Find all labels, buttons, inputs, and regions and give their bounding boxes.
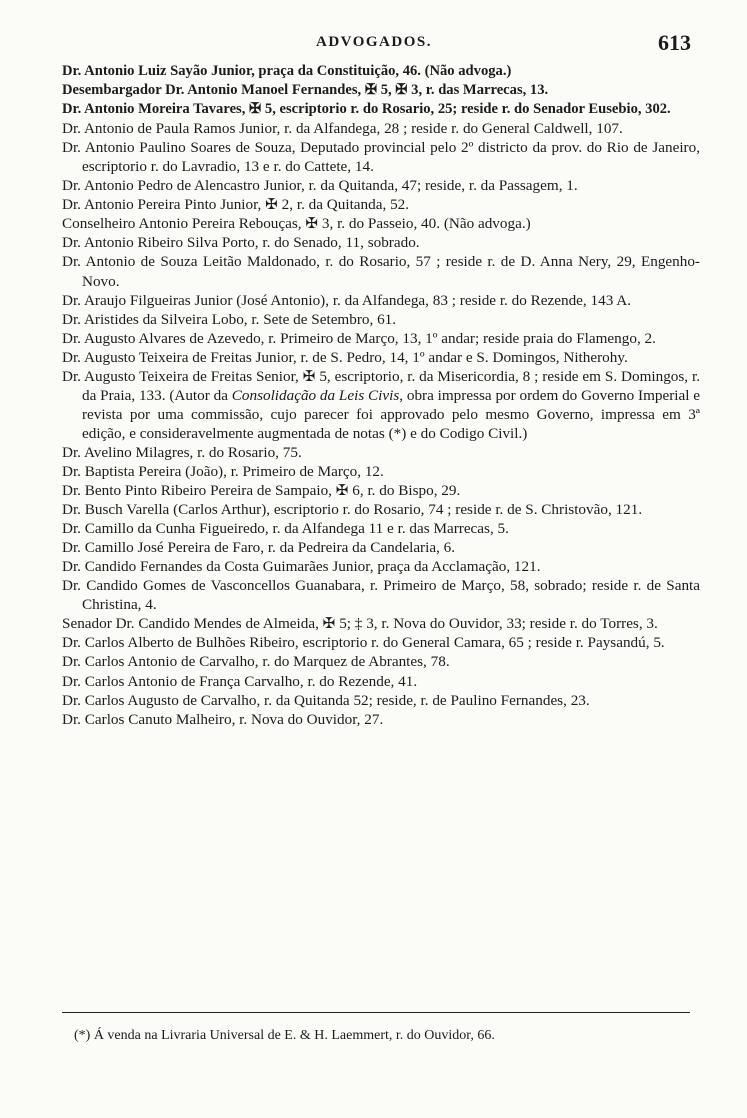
- list-item: Dr. Antonio Ribeiro Silva Porto, r. do Senado, 11, sobrado.: [62, 234, 420, 252]
- page-number: 613: [658, 30, 691, 55]
- advocate-list: [62, 62, 700, 729]
- list-item: Dr. Antonio Paulino Soares de Souza, Deputado provincial pelo 2º districto da prov. do Rio de Janeiro, escriptorio r. do Lavradio, 13 e r. do Cattete, 14.: [62, 139, 700, 176]
- list-item: Dr. Carlos Canuto Malheiro, r. Nova do Ouvidor, 27.: [62, 710, 384, 728]
- list-item: Dr. Candido Fernandes da Costa Guimarães Junior, praça da Acclamação, 121.: [62, 558, 541, 576]
- book-title: Consolidação da Leis Civis: [231, 386, 400, 404]
- list-item: Dr. Carlos Alberto de Bulhões Ribeiro, escriptorio r. do General Camara, 65 ; reside r. Paysandú, 5.: [62, 634, 665, 652]
- list-item: Dr. Carlos Antonio de Carvalho, r. do Marquez de Abrantes, 78.: [62, 653, 450, 671]
- page-header: [0, 30, 747, 56]
- list-item: Dr. Candido Gomes de Vasconcellos Guanabara, r. Primeiro de Março, 58, sobrado; reside r. de Santa Christina, 4.: [62, 577, 700, 614]
- list-item: Dr. Carlos Antonio de França Carvalho, r. do Rezende, 41.: [62, 672, 418, 690]
- list-item: Conselheiro Antonio Pereira Rebouças, ✠ 3, r. do Passeio, 40. (Não advoga.): [62, 215, 531, 233]
- list-item: Dr. Camillo José Pereira de Faro, r. da Pedreira da Candelaria, 6.: [62, 539, 456, 557]
- list-item: Desembargador Dr. Antonio Manoel Fernandes, ✠ 5, ✠ 3, r. das Marrecas, 13.: [62, 82, 549, 99]
- footnote-divider: [62, 1012, 690, 1013]
- list-item: Dr. Baptista Pereira (João), r. Primeiro de Março, 12.: [62, 462, 384, 480]
- list-item: Dr. Bento Pinto Ribeiro Pereira de Sampaio, ✠ 6, r. do Bispo, 29.: [62, 482, 461, 500]
- list-item: Dr. Antonio Pedro de Alencastro Junior, r. da Quitanda, 47; reside, r. da Passagem, 1.: [62, 177, 578, 195]
- footnote: (*) Á venda na Livraria Universal de E. & H. Laemmert, r. do Ouvidor, 66.: [74, 1028, 495, 1043]
- list-item: Dr. Augusto Teixeira de Freitas Junior, r. de S. Pedro, 14, 1º andar e S. Domingos, Nitherohy.: [62, 348, 628, 366]
- section-title: ADVOGADOS.: [316, 34, 432, 50]
- list-item: Dr. Aristides da Silveira Lobo, r. Sete de Setembro, 61.: [62, 310, 397, 328]
- list-item: Dr. Busch Varella (Carlos Arthur), escriptorio r. do Rosario, 74 ; reside r. de S. Christovão, 121.: [62, 501, 643, 519]
- entry-text-continued: , obra impressa por ordem do Governo Imperial e revista por uma commissão, cujo parecer foi approvado pelo mesmo Governo, impressa em 3ª edição, e consideravelmente augmentada de notas (*) e do Codigo Civil.): [82, 386, 700, 442]
- list-item: Dr. Carlos Augusto de Carvalho, r. da Quitanda 52; reside, r. de Paulino Fernandes, 23.: [62, 691, 590, 709]
- list-item: Dr. Antonio Moreira Tavares, ✠ 5, escriptorio r. do Rosario, 25; reside r. do Senador Eusebio, 302.: [62, 101, 671, 118]
- list-item: Dr. Antonio de Paula Ramos Junior, r. da Alfandega, 28 ; reside r. do General Caldwell, 107.: [62, 120, 623, 138]
- list-item: Dr. Antonio Luiz Sayão Junior, praça da Constituição, 46. (Não advoga.): [62, 63, 512, 79]
- list-item: [62, 367, 700, 443]
- list-item: Dr. Antonio de Souza Leitão Maldonado, r. do Rosario, 57 ; reside r. de D. Anna Nery, 29, Engenho-Novo.: [62, 253, 700, 290]
- list-item: Dr. Avelino Milagres, r. do Rosario, 75.: [62, 443, 302, 461]
- list-item: Dr. Camillo da Cunha Figueiredo, r. da Alfandega 11 e r. das Marrecas, 5.: [62, 520, 509, 538]
- list-item: Dr. Augusto Alvares de Azevedo, r. Primeiro de Março, 13, 1º andar; reside praia do Flamengo, 2.: [62, 329, 656, 347]
- list-item: Dr. Araujo Filgueiras Junior (José Antonio), r. da Alfandega, 83 ; reside r. do Rezende, 143 A.: [62, 291, 632, 309]
- list-item: Dr. Antonio Pereira Pinto Junior, ✠ 2, r. da Quitanda, 52.: [62, 196, 410, 214]
- entry-text: Dr. Augusto Teixeira de Freitas Senior, ✠ 5, escriptorio, r. da Misericordia, 8 ; reside em S. Domingos, r. da Praia, 133. (Autor da: [62, 367, 700, 404]
- list-item: Senador Dr. Candido Mendes de Almeida, ✠ 5; ‡ 3, r. Nova do Ouvidor, 33; reside r. do Torres, 3.: [62, 615, 658, 633]
